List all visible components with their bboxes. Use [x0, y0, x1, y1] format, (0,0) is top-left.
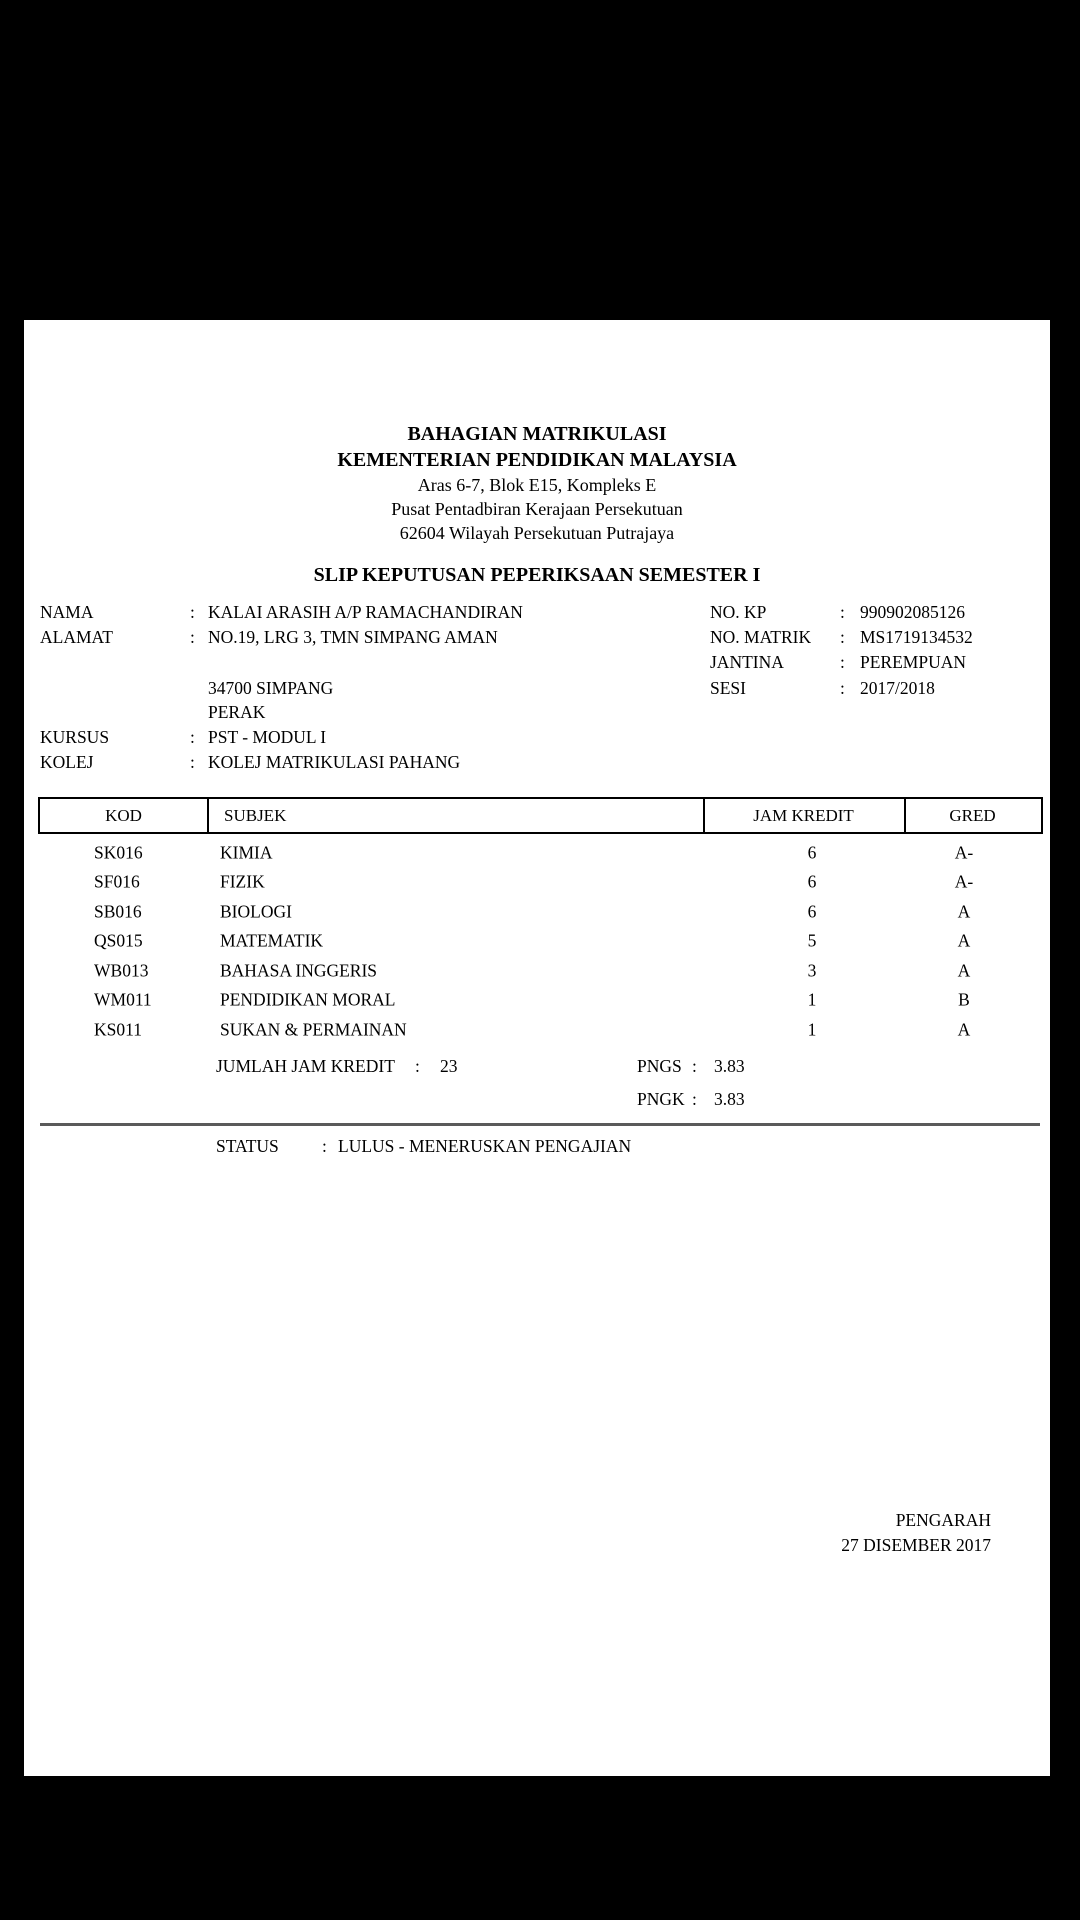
cell-kod: WB013 [94, 960, 149, 981]
cell-subjek: BIOLOGI [220, 901, 292, 922]
jantina-label: JANTINA [710, 652, 784, 672]
divider-rule [40, 1123, 1040, 1126]
no-matrik-label: NO. MATRIK [710, 627, 812, 647]
cell-kod: KS011 [94, 1019, 142, 1040]
signature-date: 27 DISEMBER 2017 [841, 1535, 991, 1555]
cell-jam: 1 [807, 1019, 817, 1040]
jumlah-label: JUMLAH JAM KREDIT [216, 1056, 395, 1076]
kursus-colon: : [190, 727, 195, 747]
status-colon: : [322, 1136, 327, 1156]
alamat-colon: : [190, 627, 195, 647]
cell-kod: WM011 [94, 989, 152, 1010]
kolej-label: KOLEJ [40, 752, 94, 772]
pngk-value: 3.83 [714, 1089, 745, 1109]
cell-subjek: FIZIK [220, 871, 265, 892]
jantina-value: PEREMPUAN [860, 652, 966, 672]
cell-gred: A [957, 1019, 971, 1040]
cell-jam: 6 [807, 901, 817, 922]
kursus-label: KURSUS [40, 727, 110, 747]
header-kod: KOD [105, 805, 142, 825]
cell-jam: 6 [807, 842, 817, 863]
result-slip-page [24, 320, 1050, 1776]
table-row [24, 897, 1050, 927]
letterhead-address-line3: 62604 Wilayah Persekutuan Putrajaya [399, 523, 675, 543]
cell-kod: SF016 [94, 871, 140, 892]
cell-subjek: PENDIDIKAN MORAL [220, 989, 396, 1010]
table-row [24, 956, 1050, 986]
cell-jam: 3 [807, 960, 817, 981]
cell-subjek: BAHASA INGGERIS [220, 960, 378, 981]
nama-label: NAMA [40, 602, 94, 622]
cell-kod: QS015 [94, 930, 143, 951]
sesi-colon: : [840, 678, 845, 698]
cell-subjek: SUKAN & PERMAINAN [220, 1019, 407, 1040]
alamat-line1: NO.19, LRG 3, TMN SIMPANG AMAN [208, 627, 498, 647]
document-title: SLIP KEPUTUSAN PEPERIKSAAN SEMESTER I [313, 564, 761, 586]
no-kp-colon: : [840, 602, 845, 622]
table-row [24, 1015, 1050, 1045]
alamat-line3: PERAK [208, 702, 266, 722]
sesi-label: SESI [710, 678, 746, 698]
cell-gred: A [957, 901, 971, 922]
jantina-colon: : [840, 652, 845, 672]
pngs-colon: : [692, 1056, 697, 1076]
header-divider [207, 799, 209, 832]
signature-role: PENGARAH [895, 1510, 991, 1530]
cell-gred: A [957, 960, 971, 981]
status-value: LULUS - MENERUSKAN PENGAJIAN [338, 1136, 632, 1156]
pngk-label: PNGK [637, 1089, 685, 1109]
pngs-value: 3.83 [714, 1056, 745, 1076]
results-table-body [24, 838, 1050, 1045]
cell-gred: A [957, 930, 971, 951]
table-row [24, 838, 1050, 868]
nama-colon: : [190, 602, 195, 622]
signature-block [841, 1508, 991, 1558]
cell-gred: A- [954, 842, 974, 863]
header-gred: GRED [949, 805, 996, 825]
letterhead-address-line2: Pusat Pentadbiran Kerajaan Persekutuan [391, 499, 683, 519]
letterhead-department: BAHAGIAN MATRIKULASI [407, 423, 667, 445]
jumlah-colon: : [415, 1056, 420, 1076]
status-label: STATUS [216, 1136, 279, 1156]
alamat-label: ALAMAT [40, 627, 113, 647]
cell-kod: SB016 [94, 901, 142, 922]
cell-subjek: MATEMATIK [220, 930, 324, 951]
kolej-colon: : [190, 752, 195, 772]
kursus-value: PST - MODUL I [208, 727, 327, 747]
cell-jam: 5 [807, 930, 817, 951]
table-row [24, 927, 1050, 957]
header-divider [904, 799, 906, 832]
pngk-colon: : [692, 1089, 697, 1109]
letterhead-address-line1: Aras 6-7, Blok E15, Kompleks E [417, 475, 657, 495]
cell-subjek: KIMIA [220, 842, 273, 863]
nama-value: KALAI ARASIH A/P RAMACHANDIRAN [208, 602, 523, 622]
table-row [24, 868, 1050, 898]
jumlah-value: 23 [440, 1056, 458, 1076]
header-jam-kredit: JAM KREDIT [753, 805, 854, 825]
alamat-line2: 34700 SIMPANG [208, 678, 334, 698]
header-subjek: SUBJEK [224, 805, 287, 825]
cell-gred: B [958, 989, 970, 1010]
no-kp-label: NO. KP [710, 602, 767, 622]
no-kp-value: 990902085126 [860, 602, 965, 622]
pngs-label: PNGS [637, 1056, 682, 1076]
no-matrik-colon: : [840, 627, 845, 647]
sesi-value: 2017/2018 [860, 678, 935, 698]
letterhead-ministry: KEMENTERIAN PENDIDIKAN MALAYSIA [337, 449, 737, 471]
cell-jam: 1 [807, 989, 817, 1010]
cell-gred: A- [954, 871, 974, 892]
header-divider [703, 799, 705, 832]
results-table-header [38, 797, 1043, 834]
cell-kod: SK016 [94, 842, 143, 863]
kolej-value: KOLEJ MATRIKULASI PAHANG [208, 752, 461, 772]
cell-jam: 6 [807, 871, 817, 892]
table-row [24, 986, 1050, 1016]
no-matrik-value: MS1719134532 [860, 627, 973, 647]
